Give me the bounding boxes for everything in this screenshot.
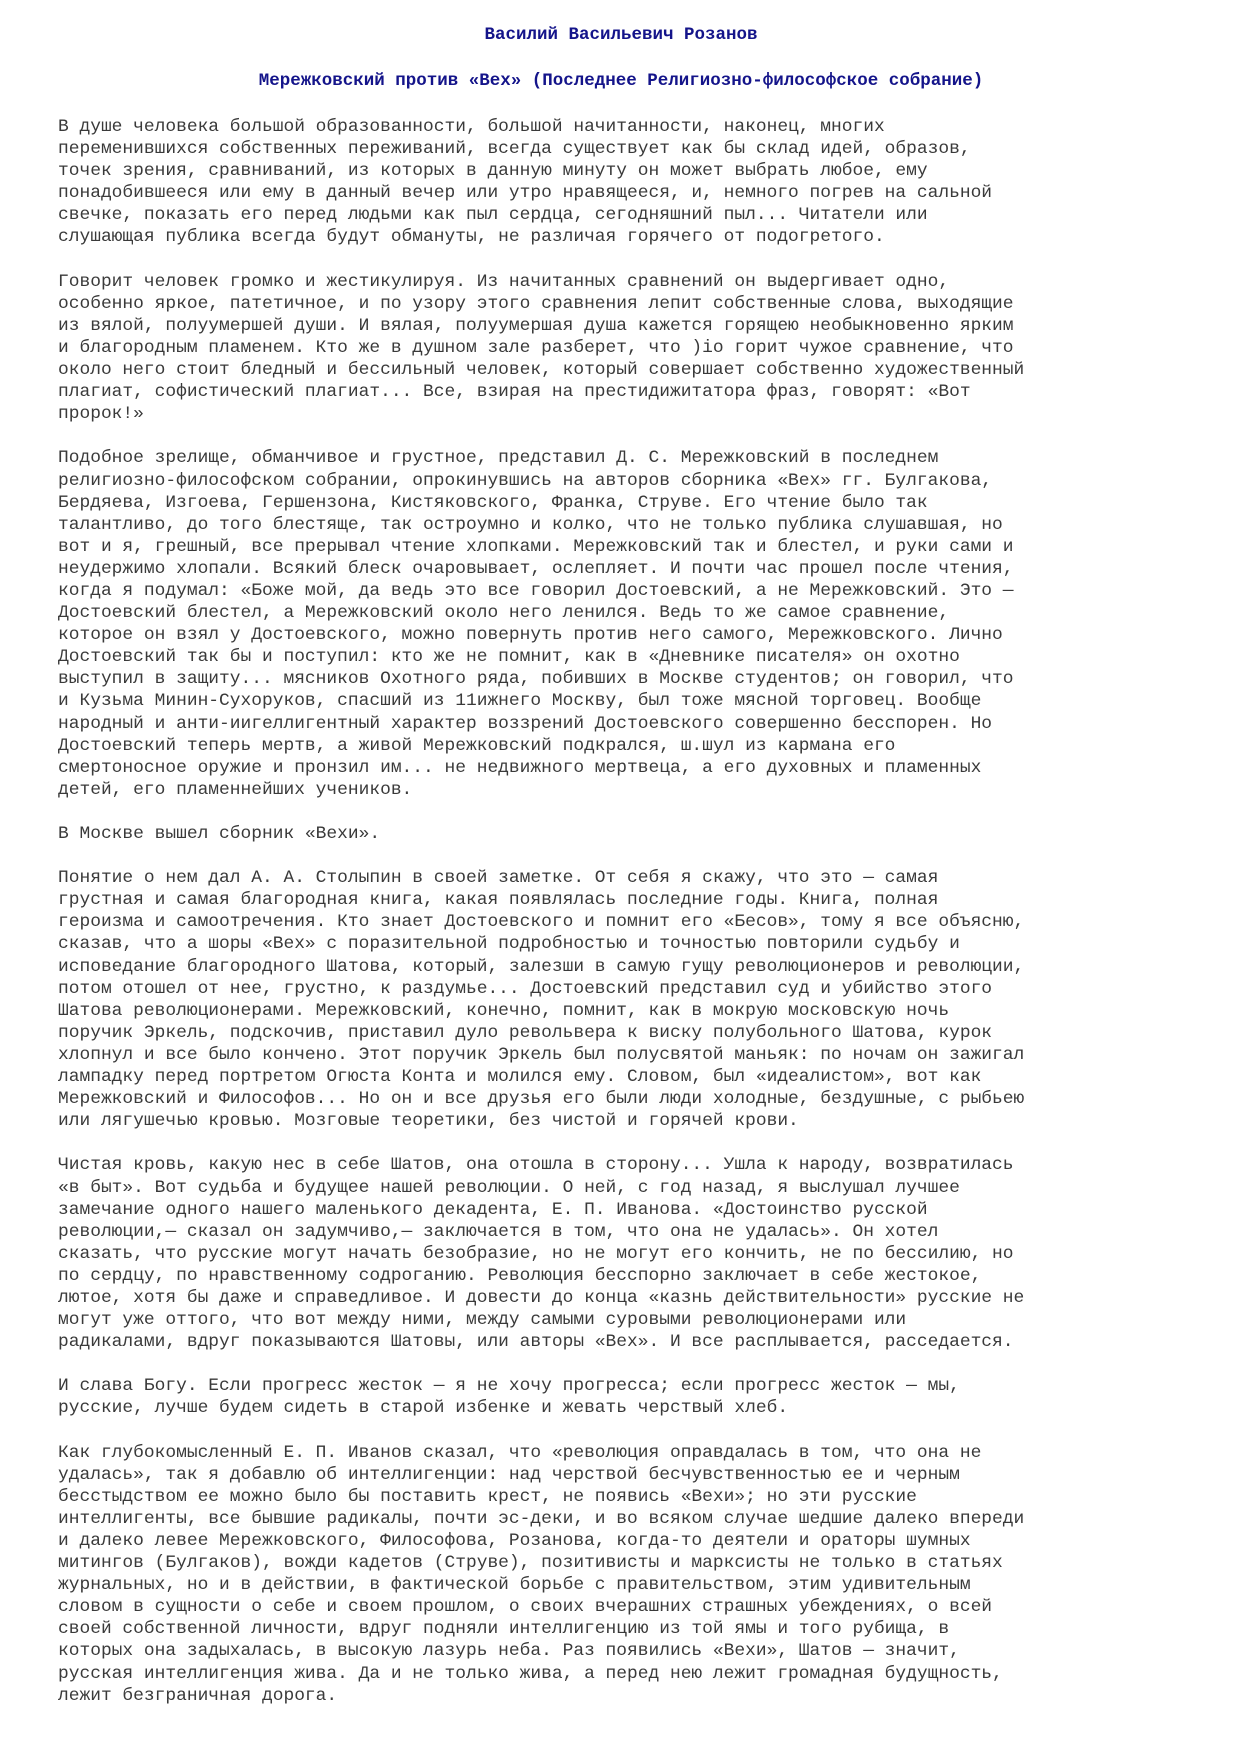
paragraph: Говорит человек громко и жестикулируя. Из начитанных сравнений он выдергивает одно, особенно яркое, патетичное, и по узору этого сравнения лепит собственные слова, выходящие из вялой, полуумершей души. И вялая, полуумершая душа кажется горящею необыкновенно ярким и благородным пламенем. Кто же в душном зале разберет, что )io горит чужое сравнение, что около него стоит бледный и бессильный человек, который совершает собственно художественный плагиат, софистический плагиат... Все, взирая на престидижитатора фраз, говорят: «Вот пророк!» bbox=[58, 271, 1025, 425]
paragraph: И слава Богу. Если прогресс жесток — я не хочу прогресса; если прогресс жесток — мы, русские, лучше будем сидеть в старой избенке и жевать черствый хлеб. bbox=[58, 1376, 960, 1419]
article-title: Мережковский против «Вех» (Последнее Религиозно-философское собрание) bbox=[258, 71, 984, 91]
paragraph: В Москве вышел сборник «Вехи». bbox=[58, 824, 381, 844]
article-body bbox=[58, 116, 1218, 1729]
paragraph: Как глубокомысленный Е. П. Иванов сказал, что «революция оправдалась в том, что она не удалась», так я добавлю об интеллигенции: над черствой бесчувственностью ее и черным бесстыдством ее можно было бы поставить крест, не появись «Вехи»; но эти русские интеллигенты, все бывшие радикалы, почти эс-деки, и во всяком случае шедшие далеко впереди и далеко левее Мережковского, Философова, Розанова, когда-то деятели и ораторы шумных митингов (Булгаков), вожди кадетов (Струве), позитивисты и марксисты не только в статьях журнальных, но и в действии, в фактической борьбе с правительством, этим удивительным словом в сущности о себе и своем прошлом, о своих вчерашних страшных убеждениях, о всей своей собственной личности, вдруг подняли интеллигенцию из той ямы и того рубища, в которых она задыхалась, в высокую лазурь неба. Раз появились «Вехи», Шатов — значит, русская интеллигенция жива. Да и не только жива, а перед нею лежит громадная будущность, лежит безграничная дорога. bbox=[58, 1442, 1025, 1706]
paragraph: В душе человека большой образованности, большой начитанности, наконец, многих переменившихся собственных переживаний, всегда существует как бы склад идей, образов, точек зрения, сравниваний, из которых в данную минуту он может выбрать любое, ему понадобившееся или ему в данный вечер или утро нравящееся, и, немного погрев на сальной свечке, показать его перед людьми как пыл сердца, сегодняшний пыл... Читатели или слушающая публика всегда будут обмануты, не различая горячего от подогретого. bbox=[58, 117, 993, 248]
paragraph: Подобное зрелище, обманчивое и грустное, представил Д. С. Мережковский в последнем религиозно-философском собрании, опрокинувшись на авторов сборника «Вех» гг. Булгакова, Бердяева, Изгоева, Гершензона, Кистяковского, Франка, Струве. Его чтение было так талантливо, до того блестяще, так остроумно и колко, что не только публика слушавшая, но вот и я, грешный, все прерывал чтение хлопками. Мережковский так и блестел, и руки сами и неудержимо хлопали. Всякий блеск очаровывает, ослепляет. И почти час прошел после чтения, когда я подумал: «Боже мой, да ведь это все говорил Достоевский, а не Мережковский. Это — Достоевский блестел, а Мережковский около него ленился. Ведь то же самое сравнение, которое он взял у Достоевского, можно повернуть против него самого, Мережковского. Лично Достоевский так бы и поступил: кто же не помнит, как в «Дневнике писателя» он охотно выступил в защиту... мясников Охотного ряда, побивших в Москве студентов; он говорил, что и Кузьма Минин-Сухоруков, спасший из 11ижнего Москву, был тоже мясной торговец. Вообще народный и анти-иигеллигентный характер воззрений Достоевского совершенно бесспорен. Но Достоевский теперь мертв, а живой Мережковский подкрался, ш.шул из кармана его смертоносное оружие и пронзил им... не недвижного мертвеца, а его духовных и пламенных детей, его пламеннейших учеников. bbox=[58, 448, 1014, 800]
paragraph: Чистая кровь, какую нес в себе Шатов, она отошла в сторону... Ушла к народу, возвратилась «в быт». Вот судьба и будущее нашей революции. О ней, с год назад, я выслушал лучшее замечание одного нашего маленького декадента, Е. П. Иванова. «Достоинство русской революции,— сказал он задумчиво,— заключается в том, что она не удалась». Он хотел сказать, что русские могут начать безобразие, но не могут его кончить, не по бессилию, но по сердцу, по нравственному содроганию. Революция бесспорно заключает в себе жестокое, лютое, хотя бы даже и справедливое. И довести до конца «казнь действительности» русские не могут уже оттого, что вот между ними, между самыми суровыми революционерами или радикалами, вдруг показываются Шатовы, или авторы «Вех». И все расплывается, расседается. bbox=[58, 1155, 1025, 1353]
paragraph: Понятие о нем дал А. А. Столыпин в своей заметке. От себя я скажу, что это — самая грустная и самая благородная книга, какая появлялась последние годы. Книга, полная героизма и самоотречения. Кто знает Достоевского и помнит его «Бесов», тому я все объясню, сказав, что а шоры «Вех» с поразительной подробностью и точностью повторили судьбу и исповедание благородного Шатова, который, залезши в самую гущу революционеров и революции, потом отошел от нее, грустно, к раздумье... Достоевский представил суд и убийство этого Шатова революционерами. Мережковский, конечно, помнит, как в мокрую московскую ночь поручик Эркель, подскочив, приставил дуло револьвера к виску полубольного Шатова, курок хлопнул и все было кончено. Этот поручик Эркель был полусвятой маньяк: по ночам он зажигал лампадку перед портретом Огюста Конта и молился ему. Словом, был «идеалистом», вот как Мережковский и Философов... Но он и все друзья его были люди холодные, бездушные, с рыбьею или лягушечью кровью. Мозговые теоретики, без чистой и горячей крови. bbox=[58, 868, 1025, 1132]
author-heading: Василий Васильевич Розанов bbox=[484, 25, 758, 45]
